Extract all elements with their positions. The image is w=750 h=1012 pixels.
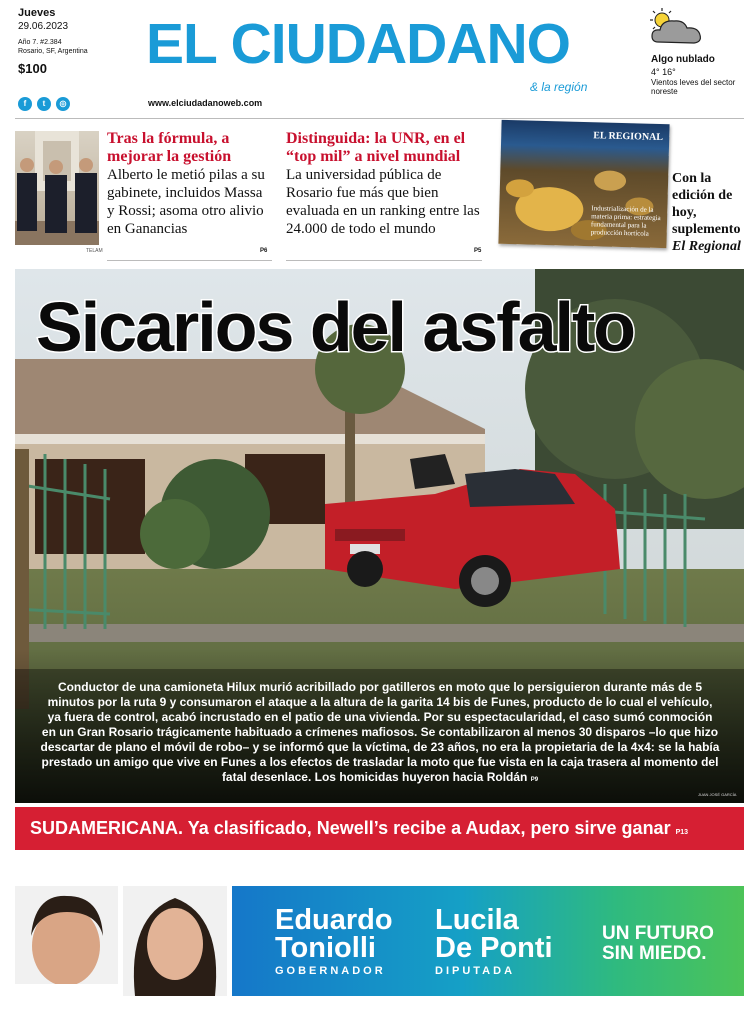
ad-candidate-2-last: De Ponti	[435, 932, 553, 964]
story-headline[interactable]: Tras la fórmula, a mejorar la gestión	[107, 130, 232, 165]
lead-headline[interactable]: Sicarios del asfalto	[36, 288, 635, 366]
lead-summary	[40, 680, 720, 788]
campaign-ad[interactable]	[232, 886, 744, 996]
weather-temperature: 4° 16°	[651, 67, 676, 77]
page-ref: P5	[474, 248, 482, 254]
edition-issue	[18, 38, 108, 56]
sports-section-label: SUDAMERICANA.	[30, 818, 183, 838]
supplement-teaser-name: El Regional	[672, 239, 741, 254]
candidate-portrait	[15, 886, 118, 996]
story-university[interactable]	[286, 130, 491, 238]
story-headline[interactable]: Distinguida: la UNR, en el “top mil” a nivel mundial	[286, 130, 466, 165]
candidate-portrait	[123, 886, 227, 996]
edition-date: 29.06.2023	[18, 21, 69, 32]
supplement-teaser[interactable]	[672, 170, 746, 255]
issue-place: Rosario, SF, Argentina	[18, 48, 88, 55]
edition-day: Jueves	[18, 7, 56, 19]
ministers-photo	[15, 131, 99, 245]
instagram-icon[interactable]: ◎	[56, 97, 70, 111]
supplement-cover-text: Industrialización de la materia prima: estrategia fundamental para la producción hortícola	[590, 204, 661, 238]
sports-headline: Ya clasificado, Newell’s recibe a Audax, pero sirve ganar	[187, 818, 671, 838]
edition-price: $100	[18, 61, 47, 76]
twitter-icon[interactable]: t	[37, 97, 51, 111]
photo-credit: JUAN JOSÉ GARCÍA	[698, 792, 737, 797]
candidate-photo-2	[123, 886, 227, 996]
newspaper-logo[interactable]: EL CIUDADANO	[146, 12, 570, 76]
ad-candidate-1-first: Eduardo	[275, 904, 393, 936]
ad-candidate-1-last: Toniolli	[275, 932, 376, 964]
weather-wind: Vientos leves del sector noreste	[651, 78, 736, 96]
issue-number: Año 7. #2.384	[18, 39, 62, 46]
partly-cloudy-icon	[646, 6, 708, 48]
supplement-teaser-text: Con la edición de hoy, suplemento	[672, 171, 741, 237]
ad-slogan-line-2: SIN MIEDO.	[602, 943, 707, 964]
story-summary: La universidad pública de Rosario fue más que bien evaluada en un ranking entre las 24.000 de todo el mundo	[286, 167, 480, 237]
page-ref: P13	[675, 829, 689, 836]
lead-summary-text: Conductor de una camioneta Hilux murió acribillado por gatilleros en moto que lo persiguieron durante más de 5 minutos por la ruta 9 y consumaron el ataque a la altura de la garita 14 bis de Funes, producto de lo cual el vehículo, ya fuera de control, acabó incrustado en el patio de una vivienda. Por su espectacularidad, el caso sumó conmoción en un Gran Rosario trágicamente habituado a crímenes mafiosos. Se contabilizaron al menos 30 disparos –lo que hizo descartar de plano el móvil de robo– y se informó que la víctima, de 23 años, no era la propietaria de la 4x4: se la había prestado un amigo que vive en Funes a los efectos de trasladar la moto que fue vista en la caja trasera al momento del fatal desenlace. Los homicidas huyeron hacia Roldán	[40, 680, 720, 784]
weather-condition: Algo nublado	[651, 54, 715, 65]
supplement-cover[interactable]	[498, 120, 669, 248]
page-ref: P6	[260, 248, 268, 254]
facebook-icon[interactable]: f	[18, 97, 32, 111]
photo-credit: TELAM	[86, 248, 103, 254]
masthead-divider	[15, 118, 744, 119]
ad-candidate-2	[435, 906, 553, 980]
page-ref: P9	[530, 777, 539, 783]
ad-candidate-2-first: Lucila	[435, 904, 519, 936]
story-divider	[107, 260, 272, 261]
ad-candidate-1-role: GOBERNADOR	[275, 965, 386, 977]
candidate-photo-1	[15, 886, 118, 996]
ad-slogan-line-1: UN FUTURO	[602, 923, 714, 944]
story-government[interactable]	[107, 130, 272, 238]
ad-candidate-1	[275, 906, 393, 980]
story-summary: Alberto le metió pilas a su gabinete, incluidos Massa y Rossi; asoma otro alivio en Ganancias	[107, 167, 265, 237]
website-link[interactable]: www.elciudadanoweb.com	[148, 98, 263, 108]
ad-candidate-2-role: DIPUTADA	[435, 965, 516, 977]
supplement-cover-title: EL REGIONAL	[593, 130, 664, 144]
logo-subtitle: & la región	[530, 80, 588, 94]
ad-slogan	[602, 924, 714, 964]
story-divider	[286, 260, 482, 261]
sports-teaser[interactable]	[15, 807, 744, 850]
story-photo-government[interactable]	[15, 131, 99, 245]
